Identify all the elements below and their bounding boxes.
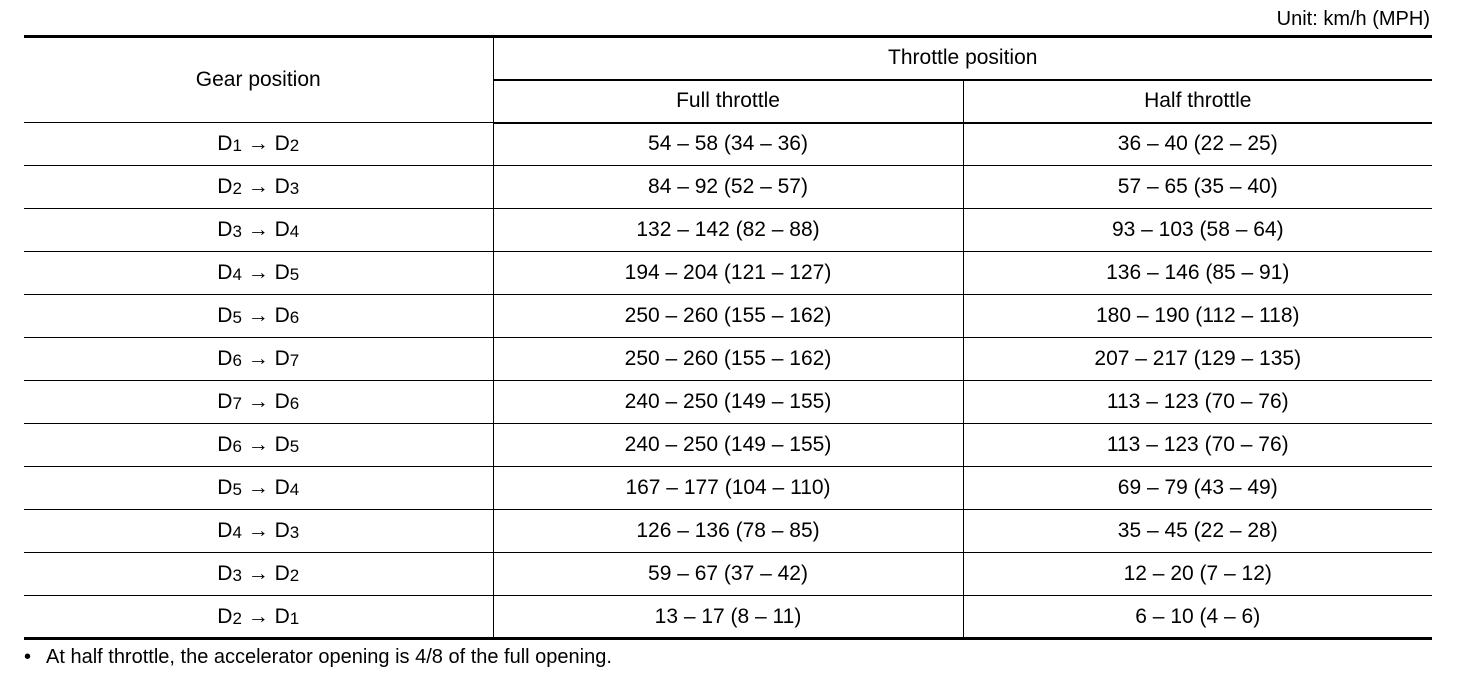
arrow-icon: → (247, 218, 269, 241)
shift-speed-table (24, 35, 1432, 640)
table-row (24, 381, 1432, 424)
full-throttle-cell: 250 – 260 (155 – 162) (493, 295, 963, 338)
half-throttle-cell: 180 – 190 (112 – 118) (963, 295, 1432, 338)
gear-from: 3 (232, 566, 242, 585)
footnote-text: At half throttle, the accelerator opening is 4/8 of the full opening. (46, 646, 612, 668)
half-throttle-cell: 57 – 65 (35 – 40) (963, 166, 1432, 209)
header-throttle-position: Throttle position (493, 37, 1432, 80)
full-throttle-cell: 240 – 250 (149 – 155) (493, 424, 963, 467)
half-throttle-cell: 6 – 10 (4 – 6) (963, 596, 1432, 639)
full-throttle-cell: 13 – 17 (8 – 11) (493, 596, 963, 639)
half-throttle-cell: 113 – 123 (70 – 76) (963, 381, 1432, 424)
arrow-icon: → (247, 132, 269, 155)
table-row (24, 166, 1432, 209)
half-throttle-cell: 207 – 217 (129 – 135) (963, 338, 1432, 381)
table-row (24, 338, 1432, 381)
header-half-throttle: Half throttle (963, 80, 1432, 123)
full-throttle-cell: 250 – 260 (155 – 162) (493, 338, 963, 381)
half-throttle-cell: 93 – 103 (58 – 64) (963, 209, 1432, 252)
gear-to: 6 (289, 394, 300, 413)
full-throttle-cell: 132 – 142 (82 – 88) (493, 209, 963, 252)
table-row (24, 467, 1432, 510)
full-throttle-cell: 240 – 250 (149 – 155) (493, 381, 963, 424)
gear-shift-cell: $D_2 \to D_1$ (24, 596, 493, 639)
gear-shift-cell: $D_5 \to D_4$ (24, 467, 493, 510)
full-throttle-cell: 167 – 177 (104 – 110) (493, 467, 963, 510)
gear-to: 7 (289, 351, 300, 370)
arrow-icon: → (247, 390, 269, 413)
table-row (24, 424, 1432, 467)
full-throttle-cell: 194 – 204 (121 – 127) (493, 252, 963, 295)
gear-to: 5 (289, 437, 300, 456)
gear-shift-cell: $D_3 \to D_4$ (24, 209, 493, 252)
half-throttle-cell: 69 – 79 (43 – 49) (963, 467, 1432, 510)
gear-from: 1 (232, 136, 242, 155)
gear-to: 5 (289, 265, 300, 284)
gear-from: 7 (232, 394, 242, 413)
gear-to: 1 (289, 608, 300, 628)
gear-shift-cell: $D_7 \to D_6$ (24, 381, 493, 424)
gear-from: 5 (232, 480, 242, 499)
arrow-icon: → (247, 261, 269, 284)
table-row (24, 209, 1432, 252)
table-row (24, 510, 1432, 553)
gear-from: 4 (232, 265, 242, 284)
gear-shift-cell: $D_6 \to D_5$ (24, 424, 493, 467)
table-row (24, 596, 1432, 639)
gear-shift-cell: $D_5 \to D_6$ (24, 295, 493, 338)
gear-to: 3 (289, 179, 300, 198)
header-full-throttle: Full throttle (493, 80, 963, 123)
full-throttle-cell: 84 – 92 (52 – 57) (493, 166, 963, 209)
footnote (24, 645, 612, 669)
table-row (24, 295, 1432, 338)
gear-shift-cell: $D_1 \to D_2$ (24, 123, 493, 166)
arrow-icon: → (247, 175, 269, 198)
arrow-icon: → (247, 604, 269, 628)
table-row (24, 252, 1432, 295)
arrow-icon: → (247, 562, 269, 585)
gear-to: 4 (289, 480, 300, 499)
gear-to: 6 (289, 308, 300, 327)
gear-from: 5 (232, 308, 242, 327)
arrow-icon: → (247, 347, 269, 370)
gear-from: 2 (232, 179, 242, 198)
gear-shift-cell: $D_3 \to D_2$ (24, 553, 493, 596)
full-throttle-cell: 54 – 58 (34 – 36) (493, 123, 963, 166)
gear-from: 6 (232, 437, 242, 456)
table-body (24, 123, 1432, 639)
gear-from: 2 (232, 608, 242, 628)
table-row (24, 123, 1432, 166)
gear-to: 3 (289, 523, 300, 542)
full-throttle-cell: 59 – 67 (37 – 42) (493, 553, 963, 596)
half-throttle-cell: 136 – 146 (85 – 91) (963, 252, 1432, 295)
arrow-icon: → (247, 304, 269, 327)
half-throttle-cell: 113 – 123 (70 – 76) (963, 424, 1432, 467)
arrow-icon: → (247, 519, 269, 542)
full-throttle-cell: 126 – 136 (78 – 85) (493, 510, 963, 553)
table-row (24, 553, 1432, 596)
gear-shift-cell: $D_6 \to D_7$ (24, 338, 493, 381)
gear-from: 3 (232, 222, 242, 241)
gear-from: 4 (232, 523, 242, 542)
gear-shift-cell: $D_2 \to D_3$ (24, 166, 493, 209)
footnote-bullet: • (24, 646, 32, 668)
half-throttle-cell: 35 – 45 (22 – 28) (963, 510, 1432, 553)
arrow-icon: → (247, 433, 269, 456)
gear-shift-cell: $D_4 \to D_5$ (24, 252, 493, 295)
unit-label: Unit: km/h (MPH) (1276, 8, 1430, 30)
gear-to: 2 (289, 136, 300, 155)
gear-to: 2 (289, 566, 300, 585)
half-throttle-cell: 36 – 40 (22 – 25) (963, 123, 1432, 166)
half-throttle-cell: 12 – 20 (7 – 12) (963, 553, 1432, 596)
gear-to: 4 (289, 222, 300, 241)
header-gear-position: Gear position (24, 37, 493, 123)
gear-shift-cell: $D_4 \to D_3$ (24, 510, 493, 553)
arrow-icon: → (247, 476, 269, 499)
gear-from: 6 (232, 351, 242, 370)
